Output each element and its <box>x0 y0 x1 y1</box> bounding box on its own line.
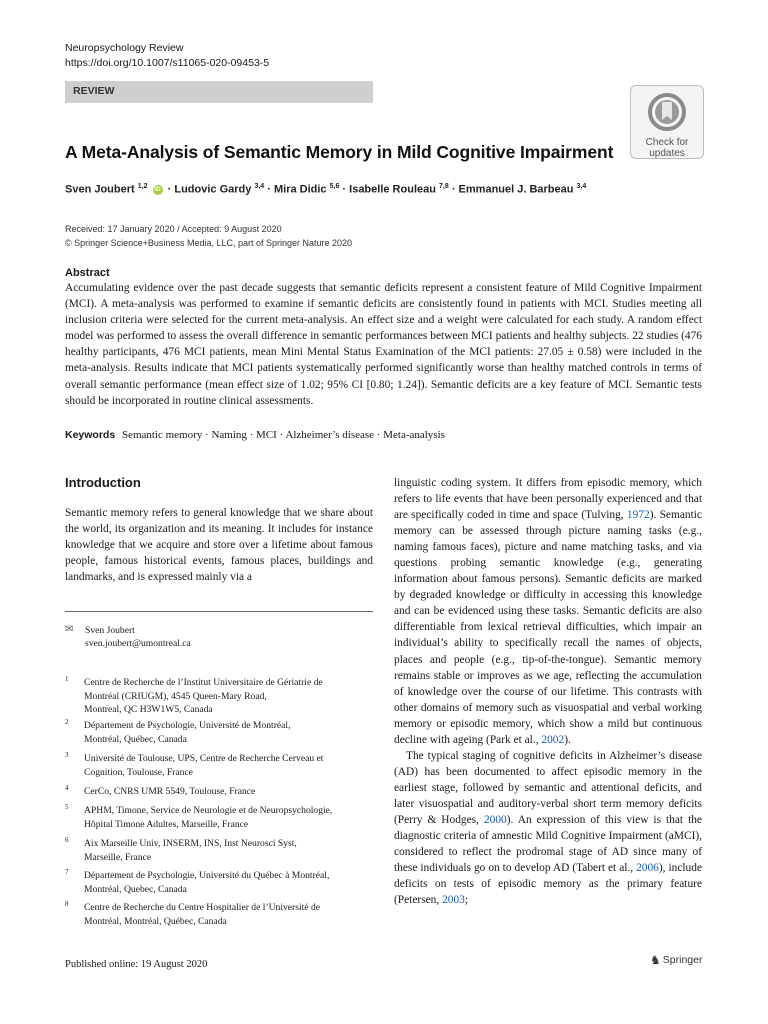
publisher-logo <box>650 953 702 967</box>
affiliation-line: Département de Psychologie, Université du Québec à Montréal, <box>84 870 330 881</box>
keywords-label: Keywords <box>65 429 116 441</box>
journal-header <box>65 41 269 71</box>
citation-link[interactable]: 2003 <box>442 894 465 907</box>
section-bar <box>65 81 373 103</box>
section-label: REVIEW <box>73 85 115 97</box>
affiliation-line: Centre de Recherche du Centre Hospitalier de l’Université de <box>84 902 321 913</box>
correspondence-email[interactable]: sven.joubert@umontreal.ca <box>85 638 191 649</box>
body-paragraph <box>394 475 702 748</box>
affiliation-number: 7 <box>65 868 69 876</box>
affiliation-line: Montréal, Montréal, Québec, Canada <box>84 915 227 927</box>
body-text: The typical staging of cognitive deficits in Alzheimer’s disease (AD) has been documented to affect episodic memory in the earliest stage, followed by semantic and attentional deficits, and later visuospatial and auditory-verbal short term memory deficits (Perry & Hodges, <box>394 749 702 826</box>
abstract-text: Accumulating evidence over the past decade suggests that semantic deficits represent a consistent feature of Mild Cognitive Impairment (MCI). A meta-analysis was performed to examine if semantic deficits are consistently found in patients with MCI. Studies meeting all inclusion criteria were selected for the current meta-analysis. An effect size and a weight were calculated for each study. A random effect model was performed to assess the overall difference in semantic performances between MCI patients and healthy subjects. 22 studies (476 healthy participants, 476 MCI patients, mean Mini Mental Status Examination of the MCI patients: 27.05 ± 0.58) were included in the meta-analysis. Results indicate that MCI patients systematically performed significantly worse than healthy matched controls in terms of overall semantic performance (mean effect size of 1.02; 95% CI [0.80; 1.24]). Semantic deficits are a key feature of MCI. Semantic tests should be incorporated in routine clinical assessments. <box>65 282 702 407</box>
citation-link[interactable]: 2002 <box>541 733 565 746</box>
affiliation-line: Cognition, Toulouse, France <box>84 766 193 778</box>
abstract-heading: Abstract <box>65 267 110 279</box>
affiliation-number: 3 <box>65 751 69 759</box>
check-updates-line1: Check for <box>645 137 689 148</box>
article-title: A Meta-Analysis of Semantic Memory in Mild Cognitive Impairment <box>65 142 614 162</box>
author-name[interactable]: Sven Joubert <box>65 183 135 196</box>
citation-link[interactable]: 2006 <box>636 862 659 875</box>
received-accepted: Received: 17 January 2020 / Accepted: 9 August 2020 <box>65 224 282 234</box>
affiliation-line: Montréal, Québec, Canada <box>84 733 187 745</box>
author-separator: · <box>167 183 172 196</box>
body-paragraph <box>394 748 702 908</box>
author-affil-sup: 1,2 <box>137 183 148 190</box>
publisher-name: Springer <box>662 954 703 966</box>
author-name[interactable]: Mira Didic <box>273 183 327 196</box>
body-text: ). Semantic memory can be assessed through picture naming tasks (e.g., naming famous faces), picture and name matching tasks, and via questions probing semantic knowledge (e.g., generating information about famous persons). Semantic deficits are marked by degraded knowledge or difficulty in accessing this knowledge and can be evidenced using these tasks. Semantic deficits are also differentiable from lexical retrieval difficulties, which impair an individual’s ability to specifically recall the names of objects, places and people (e.g., tip-of-the-tongue). Semantic memory remains stable or improves as we age, reflecting the accumulation of knowledge over the course of our lifetime. This contrasts with other domains of memory such as visuospatial and verbal working memory or episodic memory, which show a mild but continuous decline with ageing (Park et al., <box>394 509 702 746</box>
copyright-line: © Springer Science+Business Media, LLC, part of Springer Nature 2020 <box>65 238 353 248</box>
author-name[interactable]: Ludovic Gardy <box>174 183 252 196</box>
affiliation-line: APHM, Timone, Service de Neurologie et de Neuropsychologie, <box>84 805 333 816</box>
author-affil-sup: 7,8 <box>439 183 449 190</box>
author-name[interactable]: Isabelle Rouleau <box>349 183 436 196</box>
affiliation-line: Montreal, QC H3W1W5, Canada <box>84 704 213 715</box>
doi-link[interactable]: https://doi.org/10.1007/s11065-020-09453-5 <box>65 57 270 69</box>
springer-horse-icon: ♞ <box>650 953 661 967</box>
orcid-icon[interactable]: iD <box>154 185 161 193</box>
author-affil-sup: 3,4 <box>576 183 587 190</box>
check-for-updates-badge[interactable] <box>630 85 704 159</box>
affiliation-number: 4 <box>65 784 69 792</box>
author-separator: · <box>451 183 456 196</box>
citation-link[interactable]: 2000 <box>483 813 507 826</box>
body-text: ; <box>464 894 469 907</box>
footnote-divider <box>65 611 373 612</box>
affiliation-line: Université de Toulouse, UPS, Centre de Recherche Cerveau et <box>84 753 324 764</box>
affiliation-line: CerCo, CNRS UMR 5549, Toulouse, France <box>84 786 256 797</box>
affiliation-line: Montréal, Quebec, Canada <box>84 883 187 895</box>
introduction-text: Semantic memory refers to general knowledge that we share about the world, its organization and its meaning. It includes for instance knowledge that we acquire and store over a lifetime about famous people, famous historical events, famous places, buildings and landmarks, and is expressed mainly via a <box>65 507 373 584</box>
author-separator: · <box>267 183 271 196</box>
affiliation-line: Centre de Recherche de l’Institut Universitaire de Gériatrie de <box>84 677 323 688</box>
body-right-column <box>394 475 702 908</box>
affiliation-number: 1 <box>65 675 69 683</box>
introduction-heading: Introduction <box>65 475 141 490</box>
article-dates <box>65 222 352 250</box>
envelope-icon: ✉ <box>65 624 74 635</box>
author-separator: · <box>342 183 347 196</box>
author-affil-sup: 3,4 <box>254 183 265 190</box>
journal-name: Neuropsychology Review <box>65 42 184 54</box>
author-affil-sup: 5,6 <box>329 183 340 190</box>
affiliation-number: 5 <box>65 803 69 811</box>
keywords <box>65 429 445 441</box>
keywords-text: Semantic memory · Naming · MCI · Alzheimer’s disease · Meta-analysis <box>121 429 445 441</box>
affiliation-line: Marseille, France <box>84 851 152 863</box>
bookmark-ring-icon <box>647 92 687 132</box>
affiliation-line: Département de Psychologie, Université de Montréal, <box>84 720 291 731</box>
affiliation-number: 2 <box>65 718 69 726</box>
citation-link[interactable]: 1972 <box>626 509 650 522</box>
check-updates-line2: updates <box>649 148 685 159</box>
affiliation-number: 8 <box>65 900 69 908</box>
affiliation-line: Aix Marseille Univ, INSERM, INS, Inst Neurosci Syst, <box>84 838 297 849</box>
correspondence-name: Sven Joubert <box>85 625 135 636</box>
affiliation-number: 6 <box>65 836 69 844</box>
author-list <box>65 183 586 196</box>
body-text: ). An expression of this view is that the diagnostic criteria of amnestic Mild Cognitive Impairment (aMCI), considered to reflect the prodromal stage of AD since many of these individuals go on to develop AD (Tabert et al., <box>394 813 702 875</box>
affiliation-line: Hôpital Timone Adultes, Marseille, France <box>84 818 249 830</box>
body-text: linguistic coding system. It differs from episodic memory, which refers to life events that have been personally experienced and that are specifically coded in time and space (Tulving, <box>394 477 702 522</box>
affiliation-line: Montréal (CRIUGM), 4545 Queen-Mary Road, <box>84 690 267 702</box>
author-name[interactable]: Emmanuel J. Barbeau <box>458 183 574 196</box>
body-text: ). <box>564 733 571 746</box>
body-text: ), include deficits on tests of episodic memory as the primary feature (Petersen, <box>394 862 702 907</box>
published-date: Published online: 19 August 2020 <box>65 959 208 970</box>
